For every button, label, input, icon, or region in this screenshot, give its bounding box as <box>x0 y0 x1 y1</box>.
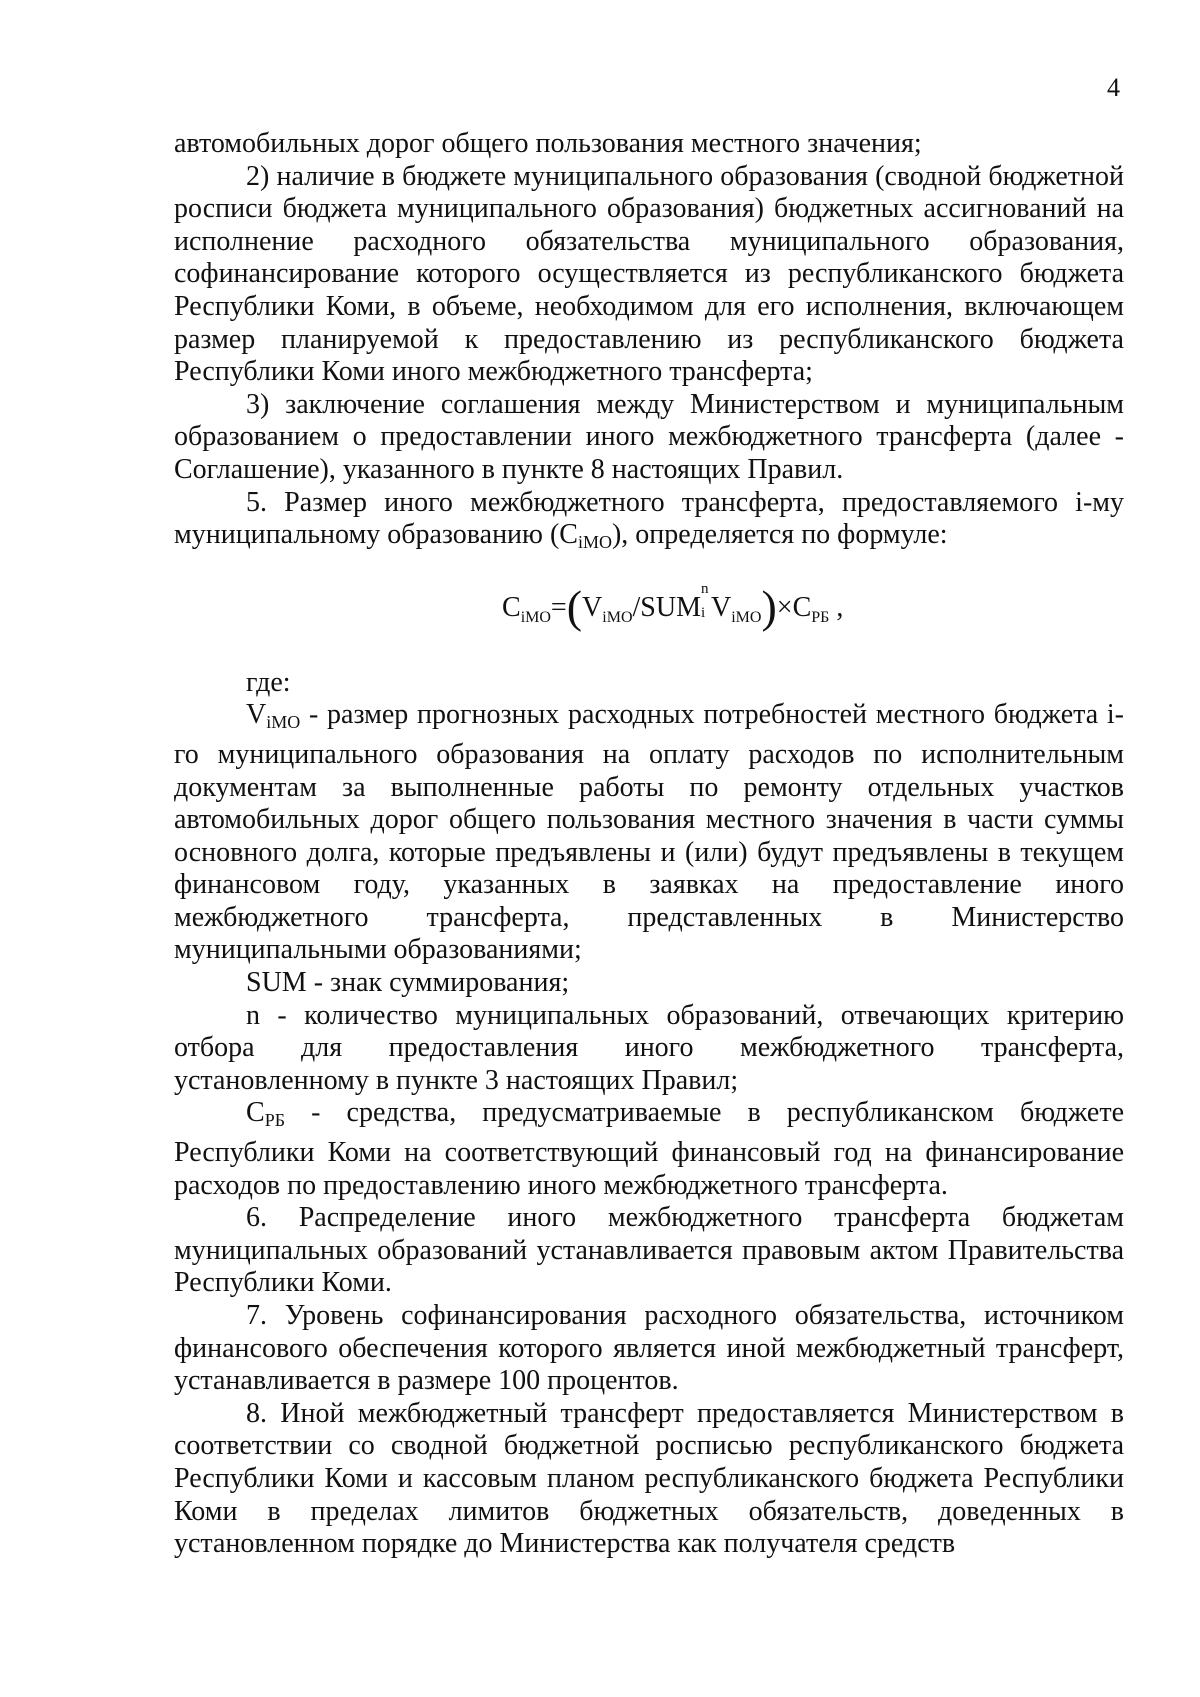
formula-v2-sub: iMO <box>731 608 762 626</box>
formula-lparen: ( <box>566 580 583 632</box>
definition-v <box>174 699 1124 967</box>
formula-sum-sub: i <box>700 604 706 621</box>
paragraph-5-subscript: iMO <box>577 532 612 553</box>
formula <box>502 580 844 638</box>
definition-v-text: - размер прогнозных расходных потребностей местного бюджета i-го муниципального образования на оплату расходов по исполнительным документам за выполненные работы по ремонту отдельных участков автомобильных дорог общего пользования местного значения в части суммы основного долга, которые предъявлены и (или) будут предъявлены в текущем финансовом году, указанных в заявках на предоставление иного межбюджетного трансферта, представленных в Министерство муниципальными образованиями; <box>174 699 1124 966</box>
formula-sum-limits <box>700 580 711 621</box>
paragraph-item-3: 3) заключение соглашения между Министерством и муниципальным образованием о предоставлении иного межбюджетного трансферта (далее - Соглашение), указанного в пункте 8 настоящих Правил. <box>174 388 1124 485</box>
definition-sum: SUM - знак суммирования; <box>246 967 570 999</box>
definition-c-text: - средства, предусматриваемые в республиканском бюджете Республики Коми на соответствующий финансовый год на финансирование расходов по предоставлению иного межбюджетного трансферта. <box>174 1097 1124 1201</box>
formula-comma: , <box>829 591 844 623</box>
where-label: где: <box>246 666 291 698</box>
formula-v-sub: iMO <box>602 608 633 626</box>
page-number: 4 <box>1107 73 1120 102</box>
formula-lhs-sub: iMO <box>520 608 551 626</box>
definition-v-symbol: V <box>246 699 267 731</box>
definition-v-subscript: iMO <box>266 712 301 733</box>
paragraph-5-text-b: ), определяется по формуле: <box>611 519 948 551</box>
paragraph-8: 8. Иной межбюджетный трансферт предоставляется Министерством в соответствии со сводной бюджетной росписью республиканского бюджета Республики Коми и кассовым планом республиканского бюджета Республики Коми в пределах лимитов бюджетных обязательств, доведенных в установленном порядке до Министерства как получателя средств <box>174 1397 1124 1560</box>
formula-c-sub: РБ <box>811 608 830 626</box>
definition-c-subscript: РБ <box>264 1110 286 1131</box>
formula-times-c: ×C <box>776 591 812 623</box>
formula-v2: V <box>710 591 732 623</box>
formula-rparen: ) <box>761 580 777 632</box>
formula-v: V <box>582 591 603 623</box>
formula-block <box>174 569 1124 655</box>
document-body <box>174 128 1124 1561</box>
paragraph-6: 6. Распределение иного межбюджетного трансферта бюджетам муниципальных образований устанавливается правовым актом Правительства Республики Коми. <box>174 1202 1124 1299</box>
definition-c-symbol: C <box>246 1097 265 1129</box>
paragraph-item-2: 2) наличие в бюджете муниципального образования (сводной бюджетной росписи бюджета муниципального образования) бюджетных ассигнований на исполнение расходного обязательства муниципального образования, софинансирование которого осуществляется из республиканского бюджета Республики Коми, в объеме, необходимом для его исполнения, включающем размер планируемой к предоставлению из республиканского бюджета Республики Коми иного межбюджетного трансферта; <box>174 160 1124 388</box>
formula-slash-sum: /SUM <box>632 591 701 623</box>
paragraph-7: 7. Уровень софинансирования расходного обязательства, источником финансового обеспечения которого является иной межбюджетный трансферт, устанавливается в размере 100 процентов. <box>174 1300 1124 1397</box>
definition-n: n - количество муниципальных образований, отвечающих критерию отбора для предоставления иного межбюджетного трансферта, установленному в пункте 3 настоящих Правил; <box>174 999 1124 1096</box>
paragraph-5 <box>174 487 1124 559</box>
paragraph-5-text-a: 5. Размер иного межбюджетного трансферта, предоставляемого i-му муниципальному образованию (C <box>174 486 1124 551</box>
paragraph-continuation: автомобильных дорог общего пользования местного значения; <box>174 128 922 159</box>
formula-lhs: C <box>502 591 521 623</box>
formula-sum-sup: n <box>700 580 709 597</box>
definition-c <box>174 1097 1124 1202</box>
formula-eq: = <box>550 591 567 623</box>
